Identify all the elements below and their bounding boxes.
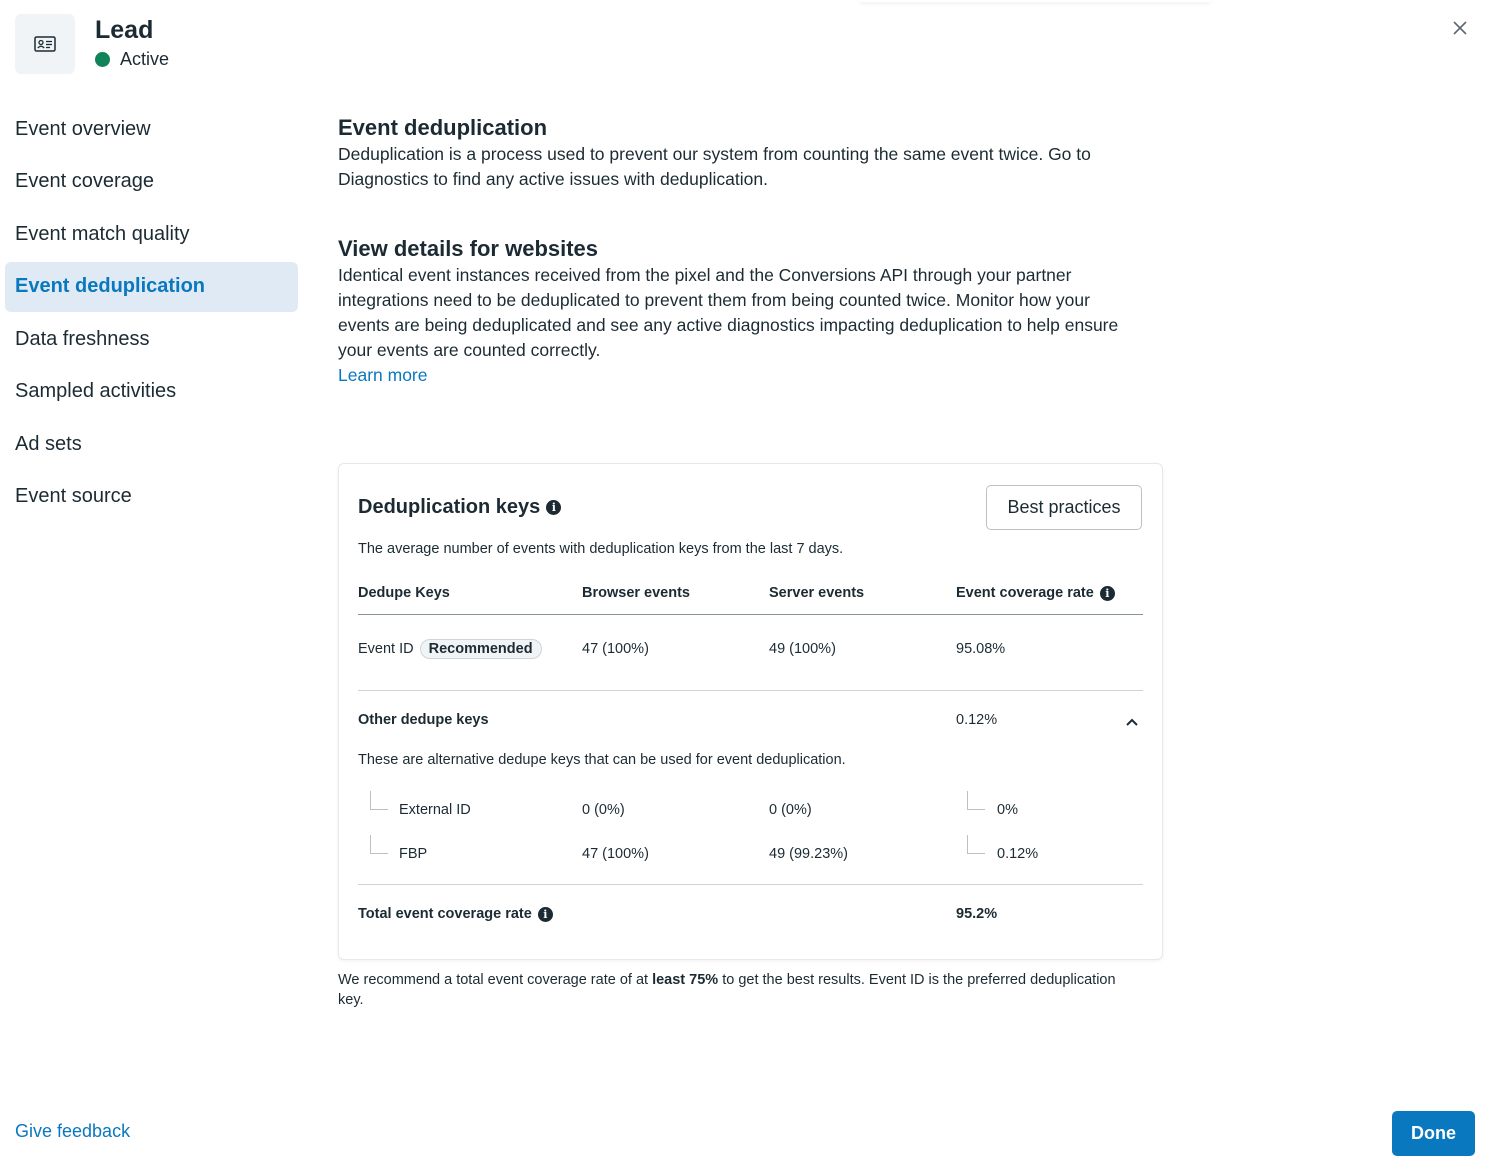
card-title xyxy=(358,496,561,519)
done-button[interactable]: Done xyxy=(1392,1111,1475,1156)
row-divider xyxy=(358,884,1143,885)
total-coverage-value: 95.2% xyxy=(956,906,998,922)
page-title: Lead xyxy=(95,16,154,44)
browser-events-value: 47 (100%) xyxy=(582,641,649,657)
note-text-pre: We recommend a total event coverage rate of at xyxy=(338,972,653,988)
tree-connector-icon xyxy=(967,791,985,810)
browser-events-value: 0 (0%) xyxy=(582,802,625,818)
column-header-coverage-rate xyxy=(956,585,1115,601)
section-description-websites: Identical event instances received from the pixel and the Conversions API through your partner integrations need to be deduplicated to prevent them from being counted twice. Monitor how your events are being deduplicated and see any active diagnostics impacting deduplication to help ensure your events are counted correctly. xyxy=(338,265,1119,360)
server-events-value: 49 (100%) xyxy=(769,641,836,657)
header-divider xyxy=(358,614,1143,615)
note-text-post: to get the best results. Event ID is the preferred deduplication key. xyxy=(338,972,1116,1008)
sidebar-item-event-match-quality[interactable]: Event match quality xyxy=(15,222,190,245)
status-label: Active xyxy=(120,49,170,69)
learn-more-link[interactable]: Learn more xyxy=(338,365,428,385)
info-icon[interactable]: i xyxy=(546,500,561,515)
column-header-coverage-label: Event coverage rate xyxy=(956,585,1094,601)
info-icon[interactable]: i xyxy=(538,907,553,922)
server-events-value: 0 (0%) xyxy=(769,802,812,818)
other-dedupe-keys-coverage: 0.12% xyxy=(956,712,998,728)
best-practices-button[interactable]: Best practices xyxy=(986,485,1142,530)
give-feedback-link[interactable]: Give feedback xyxy=(15,1121,131,1141)
section-title-event-deduplication: Event deduplication xyxy=(338,115,548,140)
close-button[interactable] xyxy=(1447,15,1473,41)
recommendation-note xyxy=(338,970,1118,1010)
sidebar-item-ad-sets[interactable]: Ad sets xyxy=(15,432,82,455)
close-icon xyxy=(1452,20,1468,36)
tree-connector-icon xyxy=(370,791,388,810)
total-coverage-label xyxy=(358,906,553,922)
sidebar-item-event-deduplication[interactable]: Event deduplication xyxy=(5,262,298,312)
column-header-server-events: Server events xyxy=(769,585,865,601)
total-coverage-label-text: Total event coverage rate xyxy=(358,906,532,922)
section-title-view-details: View details for websites xyxy=(338,236,599,261)
sidebar-item-event-coverage[interactable]: Event coverage xyxy=(15,170,154,192)
other-dedupe-keys-description: These are alternative dedupe keys that can be used for event deduplication. xyxy=(358,752,846,768)
overlay-edge xyxy=(860,0,1210,2)
main-content xyxy=(338,114,1138,388)
server-events-value: 49 (99.23%) xyxy=(769,846,848,862)
sidebar-item-event-source[interactable]: Event source xyxy=(15,485,132,507)
row-divider xyxy=(358,690,1143,691)
column-header-browser-events: Browser events xyxy=(582,585,690,601)
coverage-rate-value: 0% xyxy=(997,802,1018,818)
table-row-event-id xyxy=(358,639,542,659)
sidebar-item-event-overview[interactable]: Event overview xyxy=(15,117,151,140)
browser-events-value: 47 (100%) xyxy=(582,846,649,862)
contact-card-icon xyxy=(15,14,75,74)
info-icon[interactable]: i xyxy=(1100,586,1115,601)
chevron-up-icon[interactable] xyxy=(1125,715,1139,729)
status-indicator xyxy=(95,49,169,70)
fbp-label: FBP xyxy=(399,846,428,862)
external-id-label: External ID xyxy=(399,802,471,818)
section-description-deduplication: Deduplication is a process used to prevent our system from counting the same event twice. Go to Diagnostics to find any active issues with deduplication. xyxy=(338,144,1091,189)
sidebar-item-data-freshness[interactable]: Data freshness xyxy=(15,327,150,350)
tree-connector-icon xyxy=(967,835,985,854)
card-title-text: Deduplication keys xyxy=(358,496,541,518)
column-header-dedupe-keys: Dedupe Keys xyxy=(358,585,450,601)
coverage-rate-value: 95.08% xyxy=(956,641,1006,657)
other-dedupe-keys-label: Other dedupe keys xyxy=(358,712,489,728)
recommended-badge: Recommended xyxy=(420,639,542,659)
note-text-strong: least 75% xyxy=(652,972,719,988)
key-label: Event ID xyxy=(358,641,414,657)
deduplication-keys-card xyxy=(338,463,1163,960)
coverage-rate-value: 0.12% xyxy=(997,846,1039,862)
status-dot-icon xyxy=(95,52,110,67)
card-subtitle: The average number of events with deduplication keys from the last 7 days. xyxy=(358,541,844,557)
sidebar-nav xyxy=(5,104,298,524)
sidebar-item-sampled-activities[interactable]: Sampled activities xyxy=(15,380,177,402)
tree-connector-icon xyxy=(370,835,388,854)
